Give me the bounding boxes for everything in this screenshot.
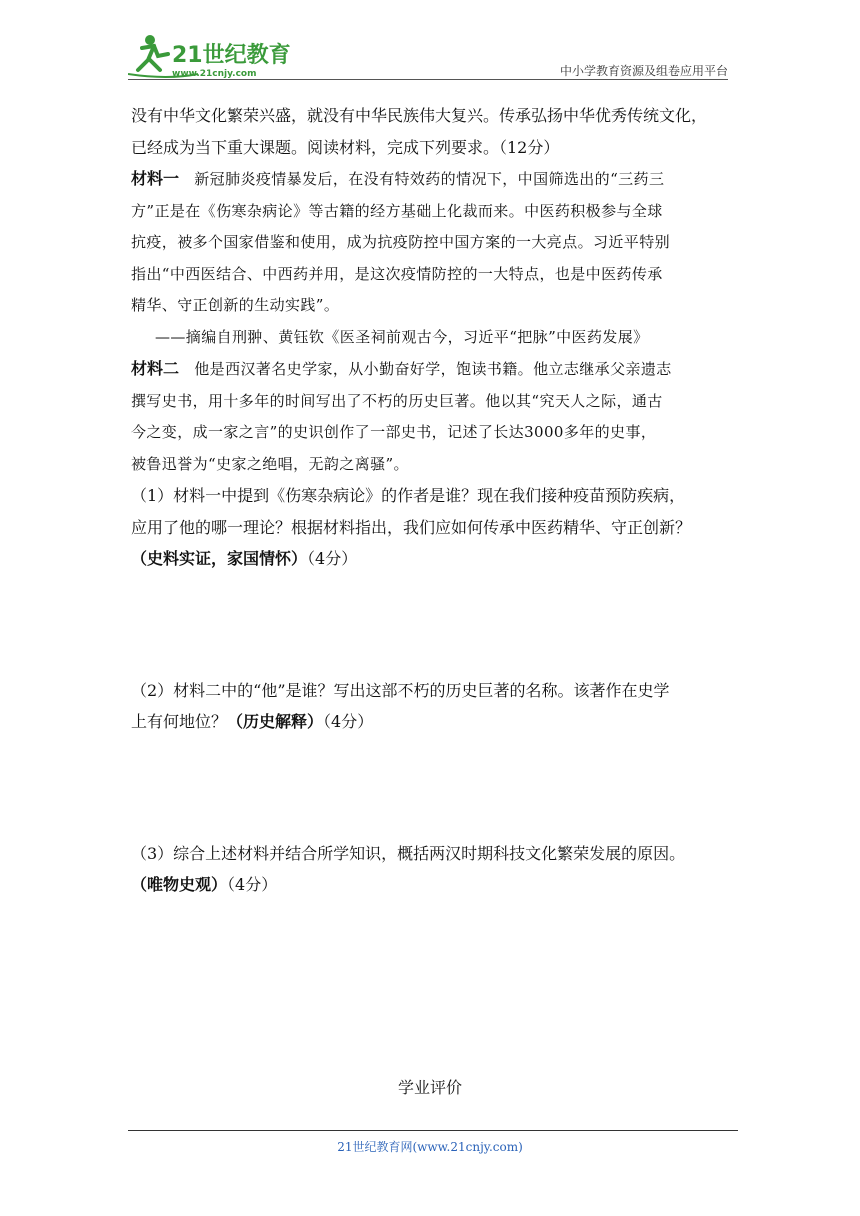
question-2-score: （4分） — [323, 712, 374, 731]
footer-divider — [128, 1130, 738, 1131]
evaluation-title: 学业评价 — [397, 1078, 462, 1097]
question-3: （3）综合上述材料并结合所学知识，概括两汉时期科技文化繁荣发展的原因。 — [131, 843, 686, 863]
site-logo — [128, 30, 298, 80]
question-2: （2）材料二中的“他”是谁？写出这部不朽的历史巨著的名称。该著作在史学 — [131, 680, 670, 700]
header-divider — [128, 79, 728, 80]
material-1-source: ——摘编自刑翀、黄钰钦《医圣祠前观古今，习近平“把脉”中医药发展》 — [155, 327, 649, 346]
material-2-text: 撰写史书，用十多年的时间写出了不朽的历史巨著。他以其“究天人之际，通古 — [131, 391, 663, 410]
material-1-text: 新冠肺炎疫情暴发后，在没有特效药的情况下，中国筛选出的“三药三 — [194, 170, 665, 188]
material-1-label: 材料一 — [131, 169, 180, 188]
material-1-text: 方”正是在《伤寒杂病论》等古籍的经方基础上化裁而来。中医药积极参与全球 — [131, 201, 663, 220]
material-2 — [131, 353, 731, 386]
question-2-text: 上有何地位？ — [131, 712, 228, 731]
logo-title: 21世纪教育 — [172, 43, 291, 68]
footer-link[interactable]: 21世纪教育网(www.21cnjy.com) — [337, 1140, 523, 1154]
material-2-text: 被鲁迅誉为“史家之绝唱，无韵之离骚”。 — [131, 454, 409, 473]
answer-space-2[interactable] — [131, 738, 731, 838]
material-2-label: 材料二 — [131, 359, 180, 378]
intro-line: 没有中华文化繁荣兴盛，就没有中华民族伟大复兴。传承弘扬中华优秀传统文化， — [131, 106, 708, 125]
material-2-text: 他是西汉著名史学家，从小勤奋好学，饱读书籍。他立志继承父亲遗志 — [194, 360, 672, 378]
question-content — [131, 100, 731, 901]
logo-url: www.21cnjy.com — [172, 69, 257, 79]
material-1-text: 指出“中西医结合、中西药并用，是这次疫情防控的一大特点，也是中医药传承 — [131, 264, 663, 283]
question-3-score: （4分） — [227, 875, 278, 894]
question-2-tag: （历史解释） — [227, 712, 324, 731]
question-1: （1）材料一中提到《伤寒杂病论》的作者是谁？现在我们接种疫苗预防疾病， — [131, 486, 686, 505]
material-1 — [131, 163, 731, 196]
question-3-meta — [131, 869, 731, 901]
intro-line: 已经成为当下重大课题。阅读材料，完成下列要求。（12分） — [131, 137, 560, 157]
page-header — [128, 30, 728, 82]
question-1-meta — [131, 543, 731, 575]
material-1-text: 精华、守正创新的生动实践”。 — [131, 296, 340, 314]
question-1: 应用了他的哪一理论？根据材料指出，我们应如何传承中医药精华、守正创新？ — [131, 517, 692, 537]
question-1-score: （4分） — [307, 549, 358, 568]
question-1-tag: （史料实证，家国情怀） — [131, 549, 308, 568]
answer-space-1[interactable] — [131, 575, 731, 675]
header-tagline: 中小学教育资源及组卷应用平台 — [559, 64, 728, 78]
question-3-tag: （唯物史观） — [131, 875, 228, 894]
question-2-meta — [131, 706, 731, 738]
material-2-text: 今之变，成一家之言”的史识创作了一部史书，记述了长达3000多年的史事， — [131, 423, 657, 441]
material-1-text: 抗疫，被多个国家借鉴和使用，成为抗疫防控中国方案的一大亮点。习近平特别 — [131, 233, 671, 251]
